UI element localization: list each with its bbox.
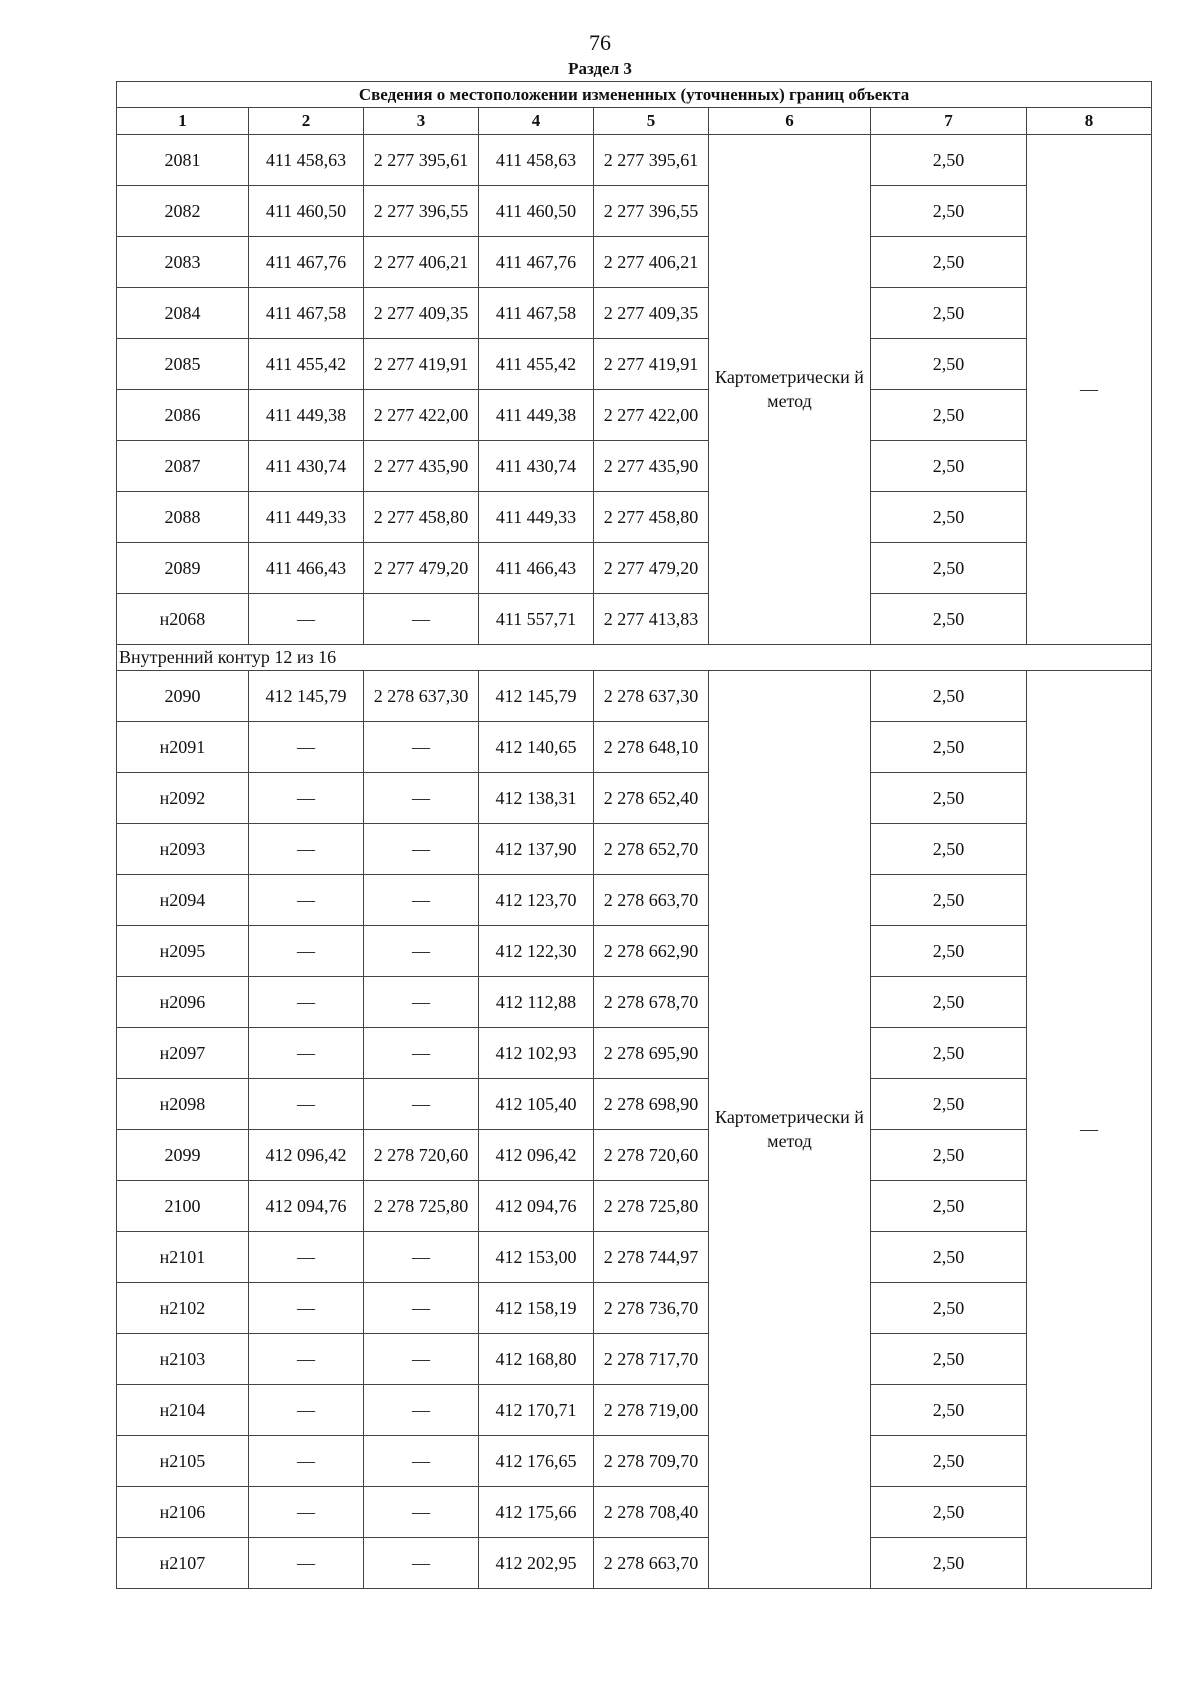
accuracy-cell: 2,50: [871, 1436, 1027, 1487]
new-y-cell: 2 278 678,70: [594, 977, 709, 1028]
new-x-cell: 412 138,31: [479, 773, 594, 824]
new-x-cell: 411 430,74: [479, 441, 594, 492]
new-y-cell: 2 278 709,70: [594, 1436, 709, 1487]
new-x-cell: 412 158,19: [479, 1283, 594, 1334]
new-y-cell: 2 277 458,80: [594, 492, 709, 543]
accuracy-cell: 2,50: [871, 1283, 1027, 1334]
point-number-cell: 2081: [117, 135, 249, 186]
new-y-cell: 2 277 395,61: [594, 135, 709, 186]
point-number-cell: н2068: [117, 594, 249, 645]
accuracy-cell: 2,50: [871, 594, 1027, 645]
old-y-cell: —: [364, 1028, 479, 1079]
section-title: Раздел 3: [568, 59, 632, 78]
new-y-cell: 2 277 406,21: [594, 237, 709, 288]
new-y-cell: 2 278 708,40: [594, 1487, 709, 1538]
table-row: [117, 492, 1152, 543]
accuracy-cell: 2,50: [871, 824, 1027, 875]
old-y-cell: 2 277 435,90: [364, 441, 479, 492]
new-x-cell: 412 145,79: [479, 671, 594, 722]
old-x-cell: —: [249, 1028, 364, 1079]
new-x-cell: 412 105,40: [479, 1079, 594, 1130]
table-row: [117, 135, 1152, 186]
new-x-cell: 411 458,63: [479, 135, 594, 186]
table-row: [117, 1130, 1152, 1181]
point-number-cell: н2093: [117, 824, 249, 875]
new-y-cell: 2 278 662,90: [594, 926, 709, 977]
table-row: [117, 237, 1152, 288]
old-x-cell: 411 467,76: [249, 237, 364, 288]
old-x-cell: —: [249, 977, 364, 1028]
old-y-cell: —: [364, 722, 479, 773]
accuracy-cell: 2,50: [871, 1385, 1027, 1436]
table-row: [117, 543, 1152, 594]
new-y-cell: 2 277 396,55: [594, 186, 709, 237]
new-x-cell: 412 096,42: [479, 1130, 594, 1181]
old-y-cell: 2 277 409,35: [364, 288, 479, 339]
column-header: 4: [479, 108, 594, 135]
new-x-cell: 412 123,70: [479, 875, 594, 926]
old-y-cell: —: [364, 977, 479, 1028]
table-row: [117, 288, 1152, 339]
new-x-cell: 412 102,93: [479, 1028, 594, 1079]
point-number-cell: н2104: [117, 1385, 249, 1436]
column-header: 8: [1027, 108, 1152, 135]
column-header: 5: [594, 108, 709, 135]
point-number-cell: н2103: [117, 1334, 249, 1385]
table-row: [117, 977, 1152, 1028]
accuracy-cell: 2,50: [871, 977, 1027, 1028]
old-y-cell: 2 277 396,55: [364, 186, 479, 237]
old-x-cell: —: [249, 1436, 364, 1487]
old-y-cell: 2 277 395,61: [364, 135, 479, 186]
table-row: [117, 671, 1152, 722]
new-y-cell: 2 278 652,70: [594, 824, 709, 875]
table-row: [117, 594, 1152, 645]
old-x-cell: 411 466,43: [249, 543, 364, 594]
point-number-cell: н2091: [117, 722, 249, 773]
point-number-cell: н2094: [117, 875, 249, 926]
table-row: [117, 1283, 1152, 1334]
point-number-cell: 2087: [117, 441, 249, 492]
old-y-cell: —: [364, 926, 479, 977]
new-x-cell: 412 140,65: [479, 722, 594, 773]
accuracy-cell: 2,50: [871, 492, 1027, 543]
new-y-cell: 2 278 663,70: [594, 1538, 709, 1589]
old-x-cell: —: [249, 875, 364, 926]
table-row: [117, 1181, 1152, 1232]
accuracy-cell: 2,50: [871, 773, 1027, 824]
new-y-cell: 2 277 422,00: [594, 390, 709, 441]
table-row: [117, 186, 1152, 237]
old-x-cell: 412 096,42: [249, 1130, 364, 1181]
old-x-cell: 412 145,79: [249, 671, 364, 722]
accuracy-cell: 2,50: [871, 1028, 1027, 1079]
point-number-cell: н2106: [117, 1487, 249, 1538]
new-x-cell: 411 467,58: [479, 288, 594, 339]
column-header: 6: [709, 108, 871, 135]
point-number-cell: н2095: [117, 926, 249, 977]
new-y-cell: 2 278 717,70: [594, 1334, 709, 1385]
new-y-cell: 2 278 652,40: [594, 773, 709, 824]
table-row: [117, 1436, 1152, 1487]
coordinates-table: [116, 81, 1152, 1589]
table-row: [117, 722, 1152, 773]
new-x-cell: 411 449,38: [479, 390, 594, 441]
old-x-cell: —: [249, 1538, 364, 1589]
old-x-cell: 411 455,42: [249, 339, 364, 390]
new-x-cell: 412 094,76: [479, 1181, 594, 1232]
new-y-cell: 2 278 720,60: [594, 1130, 709, 1181]
new-y-cell: 2 278 663,70: [594, 875, 709, 926]
table-row: [117, 339, 1152, 390]
old-y-cell: —: [364, 1334, 479, 1385]
new-x-cell: 411 449,33: [479, 492, 594, 543]
new-y-cell: 2 278 736,70: [594, 1283, 709, 1334]
accuracy-cell: 2,50: [871, 288, 1027, 339]
old-y-cell: 2 277 479,20: [364, 543, 479, 594]
new-y-cell: 2 277 419,91: [594, 339, 709, 390]
column-header: 1: [117, 108, 249, 135]
point-number-cell: 2083: [117, 237, 249, 288]
old-y-cell: 2 277 458,80: [364, 492, 479, 543]
contour-label-row: [117, 645, 1152, 671]
old-y-cell: —: [364, 1538, 479, 1589]
new-x-cell: 412 170,71: [479, 1385, 594, 1436]
new-x-cell: 412 168,80: [479, 1334, 594, 1385]
new-y-cell: 2 278 637,30: [594, 671, 709, 722]
accuracy-cell: 2,50: [871, 543, 1027, 594]
point-number-cell: 2100: [117, 1181, 249, 1232]
old-x-cell: 411 458,63: [249, 135, 364, 186]
accuracy-cell: 2,50: [871, 237, 1027, 288]
old-y-cell: —: [364, 824, 479, 875]
new-x-cell: 411 460,50: [479, 186, 594, 237]
point-number-cell: н2105: [117, 1436, 249, 1487]
old-x-cell: —: [249, 1283, 364, 1334]
accuracy-cell: 2,50: [871, 1130, 1027, 1181]
new-x-cell: 411 557,71: [479, 594, 594, 645]
table-row: [117, 1334, 1152, 1385]
table-row: [117, 824, 1152, 875]
old-x-cell: —: [249, 926, 364, 977]
point-number-cell: 2090: [117, 671, 249, 722]
accuracy-cell: 2,50: [871, 186, 1027, 237]
old-y-cell: —: [364, 1232, 479, 1283]
accuracy-cell: 2,50: [871, 390, 1027, 441]
table-title: Сведения о местоположении измененных (уточненных) границ объекта: [117, 82, 1152, 108]
point-number-cell: н2107: [117, 1538, 249, 1589]
new-x-cell: 411 455,42: [479, 339, 594, 390]
new-y-cell: 2 278 719,00: [594, 1385, 709, 1436]
new-y-cell: 2 278 725,80: [594, 1181, 709, 1232]
new-x-cell: 412 122,30: [479, 926, 594, 977]
table-row: [117, 1232, 1152, 1283]
old-x-cell: 411 449,33: [249, 492, 364, 543]
new-y-cell: 2 277 409,35: [594, 288, 709, 339]
old-y-cell: —: [364, 1436, 479, 1487]
new-y-cell: 2 277 435,90: [594, 441, 709, 492]
column-8-cell: —: [1027, 671, 1152, 1589]
old-x-cell: 411 467,58: [249, 288, 364, 339]
contour-label: Внутренний контур 12 из 16: [117, 645, 1152, 671]
accuracy-cell: 2,50: [871, 1181, 1027, 1232]
accuracy-cell: 2,50: [871, 1487, 1027, 1538]
point-number-cell: 2089: [117, 543, 249, 594]
table-row: [117, 1487, 1152, 1538]
new-x-cell: 412 176,65: [479, 1436, 594, 1487]
accuracy-cell: 2,50: [871, 926, 1027, 977]
point-number-cell: 2086: [117, 390, 249, 441]
new-x-cell: 411 466,43: [479, 543, 594, 594]
new-y-cell: 2 278 698,90: [594, 1079, 709, 1130]
point-number-cell: 2084: [117, 288, 249, 339]
table-row: [117, 390, 1152, 441]
point-number-cell: 2099: [117, 1130, 249, 1181]
accuracy-cell: 2,50: [871, 135, 1027, 186]
point-number-cell: н2102: [117, 1283, 249, 1334]
accuracy-cell: 2,50: [871, 441, 1027, 492]
column-header: 2: [249, 108, 364, 135]
method-cell: Картометрически й метод: [709, 135, 871, 645]
new-x-cell: 412 153,00: [479, 1232, 594, 1283]
table-row: [117, 875, 1152, 926]
point-number-cell: н2101: [117, 1232, 249, 1283]
point-number-cell: 2085: [117, 339, 249, 390]
accuracy-cell: 2,50: [871, 1232, 1027, 1283]
column-header-row: [117, 108, 1152, 135]
old-y-cell: —: [364, 1487, 479, 1538]
old-x-cell: 412 094,76: [249, 1181, 364, 1232]
point-number-cell: н2096: [117, 977, 249, 1028]
old-y-cell: 2 277 406,21: [364, 237, 479, 288]
old-y-cell: —: [364, 773, 479, 824]
point-number-cell: 2088: [117, 492, 249, 543]
accuracy-cell: 2,50: [871, 339, 1027, 390]
old-x-cell: —: [249, 773, 364, 824]
old-x-cell: 411 460,50: [249, 186, 364, 237]
accuracy-cell: 2,50: [871, 722, 1027, 773]
old-x-cell: —: [249, 1334, 364, 1385]
old-y-cell: —: [364, 1385, 479, 1436]
old-y-cell: —: [364, 1283, 479, 1334]
method-cell: Картометрически й метод: [709, 671, 871, 1589]
new-x-cell: 411 467,76: [479, 237, 594, 288]
column-8-cell: —: [1027, 135, 1152, 645]
old-x-cell: —: [249, 722, 364, 773]
old-x-cell: 411 449,38: [249, 390, 364, 441]
new-y-cell: 2 278 648,10: [594, 722, 709, 773]
table-row: [117, 1385, 1152, 1436]
point-number-cell: 2082: [117, 186, 249, 237]
table-row: [117, 773, 1152, 824]
page-number: 76: [589, 30, 611, 55]
new-y-cell: 2 278 695,90: [594, 1028, 709, 1079]
old-x-cell: —: [249, 594, 364, 645]
old-y-cell: 2 278 720,60: [364, 1130, 479, 1181]
old-x-cell: —: [249, 1385, 364, 1436]
point-number-cell: н2092: [117, 773, 249, 824]
new-x-cell: 412 175,66: [479, 1487, 594, 1538]
old-x-cell: —: [249, 1232, 364, 1283]
point-number-cell: н2098: [117, 1079, 249, 1130]
table-row: [117, 1079, 1152, 1130]
accuracy-cell: 2,50: [871, 875, 1027, 926]
old-x-cell: 411 430,74: [249, 441, 364, 492]
new-y-cell: 2 277 413,83: [594, 594, 709, 645]
old-x-cell: —: [249, 1079, 364, 1130]
new-x-cell: 412 137,90: [479, 824, 594, 875]
column-header: 7: [871, 108, 1027, 135]
accuracy-cell: 2,50: [871, 1334, 1027, 1385]
old-y-cell: —: [364, 1079, 479, 1130]
old-y-cell: 2 278 637,30: [364, 671, 479, 722]
table-row: [117, 441, 1152, 492]
table-row: [117, 1538, 1152, 1589]
old-x-cell: —: [249, 824, 364, 875]
new-x-cell: 412 202,95: [479, 1538, 594, 1589]
new-x-cell: 412 112,88: [479, 977, 594, 1028]
new-y-cell: 2 278 744,97: [594, 1232, 709, 1283]
column-header: 3: [364, 108, 479, 135]
old-y-cell: —: [364, 875, 479, 926]
old-y-cell: —: [364, 594, 479, 645]
accuracy-cell: 2,50: [871, 671, 1027, 722]
new-y-cell: 2 277 479,20: [594, 543, 709, 594]
point-number-cell: н2097: [117, 1028, 249, 1079]
old-y-cell: 2 278 725,80: [364, 1181, 479, 1232]
table-row: [117, 926, 1152, 977]
old-y-cell: 2 277 422,00: [364, 390, 479, 441]
old-y-cell: 2 277 419,91: [364, 339, 479, 390]
accuracy-cell: 2,50: [871, 1079, 1027, 1130]
accuracy-cell: 2,50: [871, 1538, 1027, 1589]
old-x-cell: —: [249, 1487, 364, 1538]
table-row: [117, 1028, 1152, 1079]
